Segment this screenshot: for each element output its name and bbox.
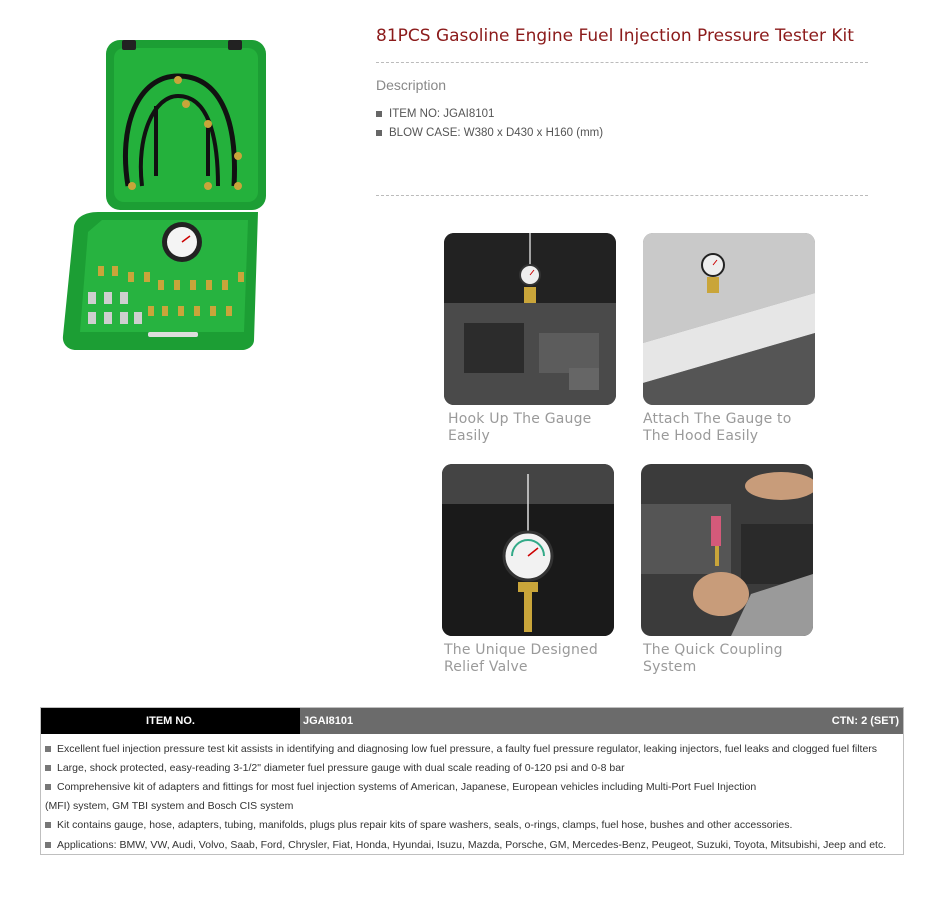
divider [376, 195, 868, 196]
feature-list [45, 739, 886, 854]
photo-relief-valve [442, 464, 614, 636]
bullet-square-icon [376, 130, 382, 136]
item-no-label: ITEM NO. [41, 708, 300, 734]
divider [376, 62, 868, 63]
photo-caption: Attach The Gauge to The Hood Easily [643, 411, 792, 444]
item-code: JGAI8101 [303, 715, 354, 727]
photo-hook-up-gauge [444, 233, 616, 405]
feature-item: Excellent fuel injection pressure test kit assists in identifying and diagnosing low fuel pressure, a faulty fuel pressure regulator, leaking injectors, fuel leaks and clogged fuel filters [45, 739, 886, 758]
item-code-cell [300, 708, 903, 734]
bullet-square-icon [45, 765, 51, 771]
spec-item: BLOW CASE: W380 x D430 x H160 (mm) [376, 123, 603, 142]
bullet-square-icon [45, 784, 51, 790]
photo-caption: The Unique Designed Relief Valve [444, 642, 598, 675]
ctn-value: CTN: 2 (SET) [831, 715, 899, 727]
table-header [41, 708, 903, 734]
bullet-square-icon [45, 842, 51, 848]
feature-item-continued: (MFI) system, GM TBI system and Bosch CIS system [45, 800, 294, 813]
photo-attach-hood [643, 233, 815, 405]
product-image [58, 36, 270, 352]
bullet-square-icon [376, 111, 382, 117]
spec-table [40, 707, 904, 855]
bullet-square-icon [45, 746, 51, 752]
description-heading: Description [376, 77, 447, 93]
photo-caption: The Quick Coupling System [643, 642, 783, 675]
bullet-square-icon [45, 822, 51, 828]
feature-item: Kit contains gauge, hose, adapters, tubing, manifolds, plugs plus repair kits of spare washers, seals, o-rings, clamps, fuel hose, bushes and other accessories. [45, 816, 886, 835]
feature-item: Comprehensive kit of adapters and fittings for most fuel injection systems of American, Japanese, European vehicles including Multi-Port Fuel Injection [45, 777, 886, 796]
feature-item: Large, shock protected, easy-reading 3-1/2" diameter fuel pressure gauge with dual scale reading of 0-120 psi and 0-8 bar [45, 758, 886, 777]
feature-item: Applications: BMW, VW, Audi, Volvo, Saab, Ford, Chrysler, Fiat, Honda, Hyundai, Isuzu, Mazda, Porsche, GM, Mercedes-Benz, Peugeot, Suzuki, Toyota, Mitsubishi, Jeep and etc. [45, 835, 886, 854]
photo-quick-coupling [641, 464, 813, 636]
photo-caption: Hook Up The Gauge Easily [448, 411, 592, 444]
spec-list [376, 104, 603, 142]
product-title: 81PCS Gasoline Engine Fuel Injection Pressure Tester Kit [376, 26, 854, 46]
spec-item: ITEM NO: JGAI8101 [376, 104, 603, 123]
